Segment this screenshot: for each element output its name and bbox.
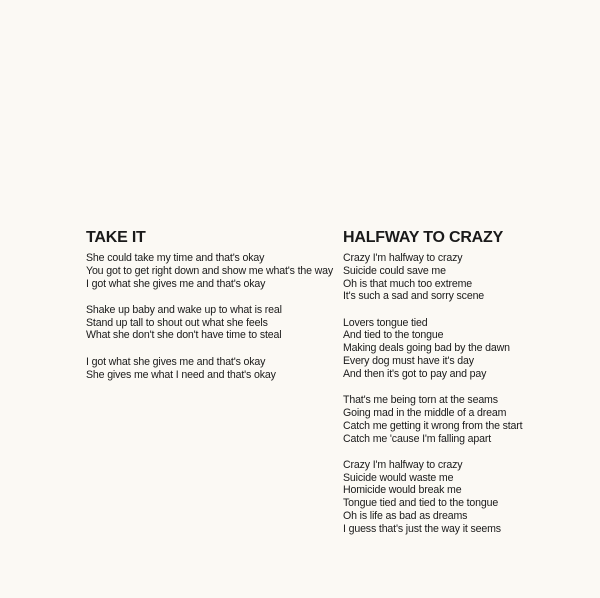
lyric-line: Catch me 'cause I'm falling apart [343, 432, 492, 445]
lyric-line: Shake up baby and wake up to what is real [86, 303, 282, 316]
lyric-line: What she don't she don't have time to steal [86, 329, 282, 342]
song-take-it [86, 229, 334, 395]
lyric-line: Suicide could save me [343, 264, 446, 277]
song-title: TAKE IT [86, 229, 146, 246]
lyric-line: I got what she gives me and that's okay [86, 277, 266, 290]
lyric-line: Oh is life as bad as dreams [343, 510, 468, 523]
lyric-line: Every dog must have it's day [343, 355, 474, 368]
lyrics-stanza [86, 252, 334, 290]
lyrics-stanza [86, 356, 326, 382]
lyric-line: Homicide would break me [343, 484, 462, 497]
lyric-line: And tied to the tongue [343, 329, 444, 342]
lyric-line: She could take my time and that's okay [86, 252, 265, 264]
lyric-line: It's such a sad and sorry scene [343, 290, 485, 303]
lyric-line: Going mad in the middle of a dream [343, 406, 507, 419]
lyric-line: She gives me what I need and that's okay [86, 368, 276, 381]
lyric-line: Lovers tongue tied [343, 316, 428, 329]
lyrics-stanza [86, 304, 326, 342]
lyric-line: Tongue tied and tied to the tongue [343, 497, 499, 510]
lyrics-stanza [343, 459, 583, 536]
lyric-line: Catch me getting it wrong from the start [343, 419, 523, 432]
lyric-line: And then it's got to pay and pay [343, 367, 487, 380]
lyric-line: That's me being torn at the seams [343, 394, 498, 407]
song-halfway-to-crazy [343, 229, 583, 549]
lyric-line: Making deals going bad by the dawn [343, 342, 510, 355]
lyric-line: I got what she gives me and that's okay [86, 355, 266, 368]
lyrics-stanza [343, 252, 583, 303]
lyrics-stanza [343, 394, 583, 445]
lyric-line: I guess that's just the way it seems [343, 522, 501, 535]
lyric-line: Crazy I'm halfway to crazy [343, 458, 463, 471]
lyrics-stanza [343, 317, 583, 381]
lyric-line: Stand up tall to shout out what she feels [86, 316, 268, 329]
song-title: HALFWAY TO CRAZY [343, 229, 504, 246]
lyric-line: You got to get right down and show me what's the way [86, 264, 334, 277]
lyric-line: Crazy I'm halfway to crazy [343, 252, 463, 264]
lyric-line: Oh is that much too extreme [343, 277, 473, 290]
lyric-line: Suicide would waste me [343, 471, 454, 484]
